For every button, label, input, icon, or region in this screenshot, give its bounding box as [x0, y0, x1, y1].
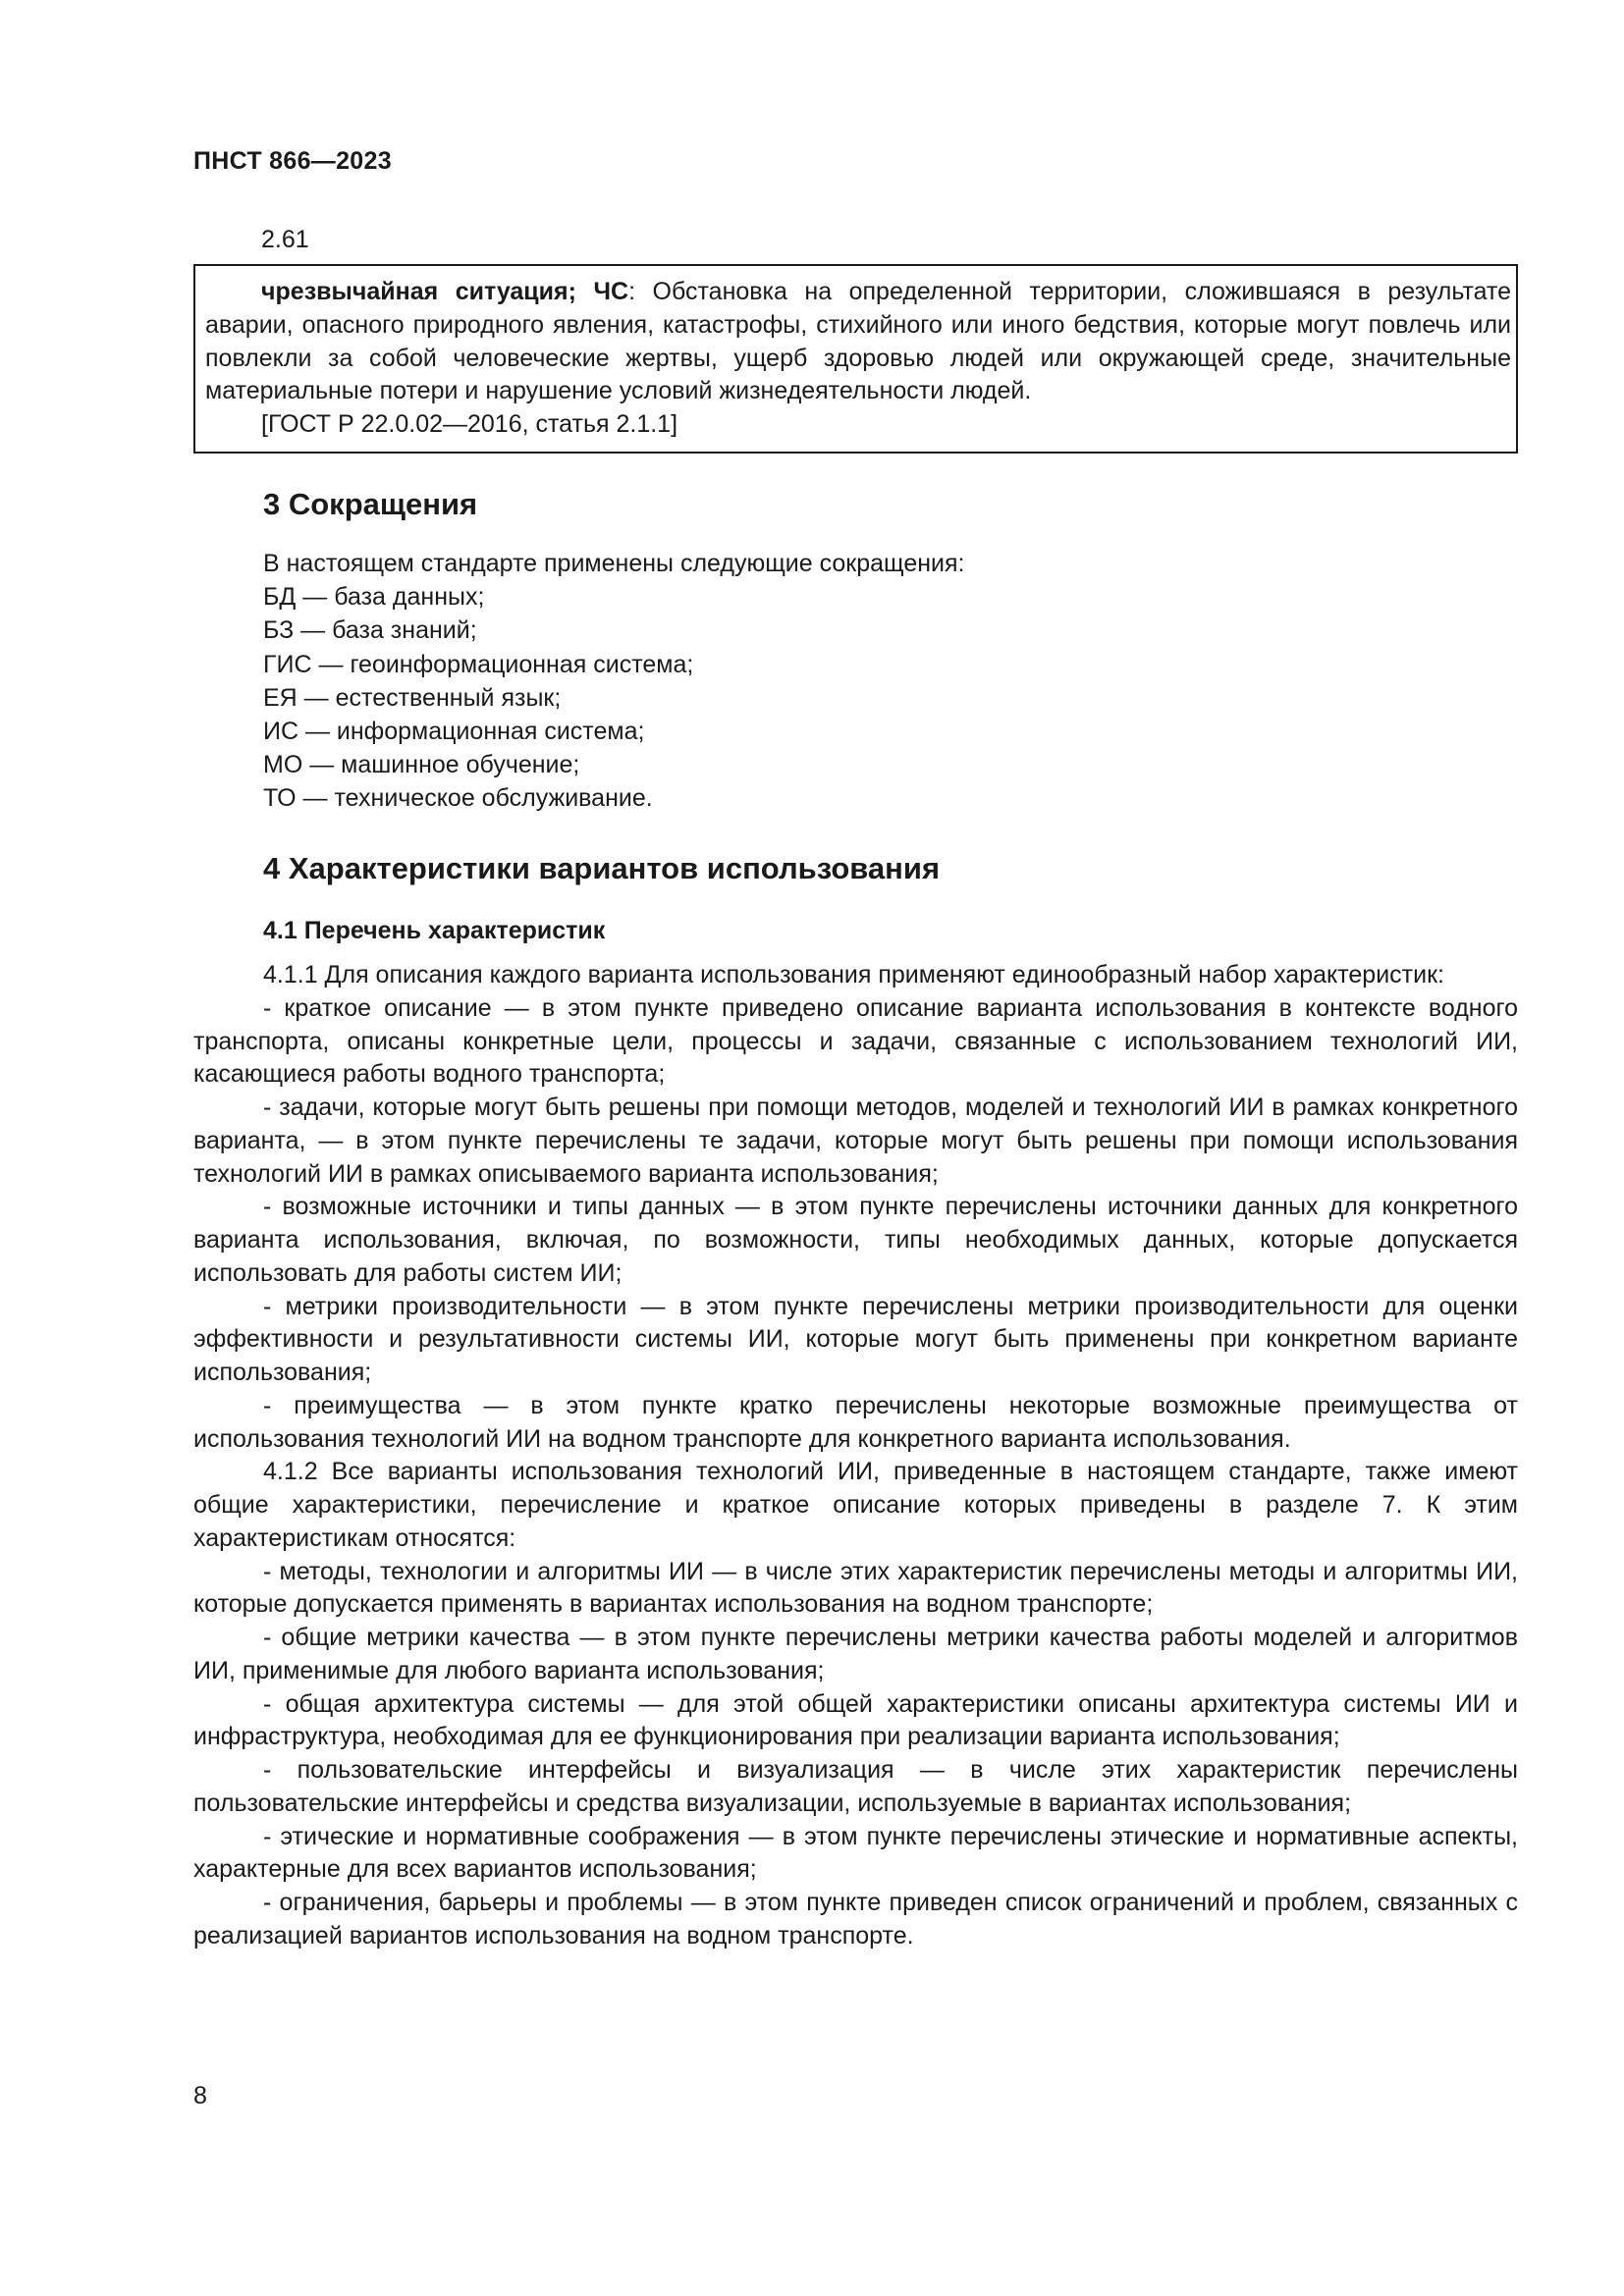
subsection-4-1-title: 4.1 Перечень характеристик [263, 917, 606, 944]
term-definition [205, 276, 1511, 408]
abbreviation-item: ЕЯ — естественный язык; [263, 683, 562, 712]
abbreviation-item: БД — база данных; [263, 583, 485, 612]
list-item: - преимущества — в этом пункте кратко перечислены некоторые возможные преимущества от использования технологий ИИ на водном транспорте для конкретного варианта использования. [193, 1391, 1518, 1453]
list-item: - этические и нормативные соображения — в этом пункте перечислены этические и нормативные аспекты, характерные для всех вариантов использования; [193, 1822, 1518, 1884]
abbreviation-item: ТО — техническое обслуживание. [263, 784, 653, 813]
list-item: - метрики производительности — в этом пункте перечислены метрики производительности для оценки эффективности и результативности системы ИИ, которые могут быть применены при конкретном варианте использования; [193, 1292, 1518, 1386]
list-item: - общая архитектура системы — для этой общей характеристики описаны архитектура системы ИИ и инфраструктура, необходимая для ее функционирования при реализации варианта использования; [193, 1689, 1518, 1751]
abbreviation-intro: В настоящем стандарте применены следующие сокращения: [263, 550, 965, 577]
term-definition-text: : Обстановка на определенной территории, сложившаяся в результате аварии, опасного природного явления, катастрофы, стихийного или иного бедствия, которые могут повлечь или повлекли за собой человеческие жертвы, ущерб здоровью людей или окружающей среде, значительные материальные потери и нарушение условий жизнедеятельности людей. [205, 278, 1512, 405]
list-item: - пользовательские интерфейсы и визуализация — в числе этих характеристик перечислены пользовательские интерфейсы и средства визуализации, используемые в вариантах использования; [193, 1756, 1518, 1817]
term-name: чрезвычайная ситуация; ЧС [261, 278, 629, 305]
abbreviation-item: ИС — информационная система; [263, 718, 645, 746]
list-item: - методы, технологии и алгоритмы ИИ — в числе этих характеристик перечислены методы и алгоритмы ИИ, которые допускается применять в вариантах использования на водном транспорте; [193, 1557, 1518, 1619]
term-source: [ГОСТ Р 22.0.02—2016, статья 2.1.1] [261, 410, 678, 439]
list-item: - задачи, которые могут быть решены при помощи методов, моделей и технологий ИИ в рамках конкретного варианта, — в этом пункте перечислены те задачи, которые могут быть решены при помощи использования технологий ИИ в рамках описываемого варианта использования; [193, 1094, 1518, 1188]
list-item: - общие метрики качества — в этом пункте перечислены метрики качества работы моделей и алгоритмов ИИ, применимые для любого варианта использования; [193, 1624, 1518, 1684]
abbreviation-item: БЗ — база знаний; [263, 616, 477, 645]
list-item: - ограничения, барьеры и проблемы — в этом пункте приведен список ограничений и проблем, связанных с реализацией вариантов использования на водном транспорте. [193, 1889, 1518, 1949]
list-item: - возможные источники и типы данных — в этом пункте перечислены источники данных для конкретного варианта использования, включая, по возможности, типы необходимых данных, которые допускается использовать для работы систем ИИ; [193, 1193, 1518, 1287]
section-4-title: 4 Характеристики вариантов использования [263, 851, 941, 885]
paragraph: 4.1.2 Все варианты использования технологий ИИ, приведенные в настоящем стандарте, также имеют общие характеристики, перечисление и краткое описание которых приведены в разделе 7. К этим характеристикам относятся: [193, 1458, 1518, 1552]
term-definition-box [193, 264, 1518, 454]
page-number: 8 [193, 2082, 207, 2109]
section-3-title: 3 Сокращения [263, 487, 478, 521]
abbreviation-list [263, 547, 964, 816]
abbreviation-item: МО — машинное обучение; [263, 751, 580, 779]
paragraph: 4.1.1 Для описания каждого варианта использования применяют единообразный набор характеристик: [263, 961, 1444, 988]
term-number: 2.61 [261, 226, 309, 253]
list-item: - краткое описание — в этом пункте приведено описание варианта использования в контексте водного транспорта, описаны конкретные цели, процессы и задачи, связанные с использованием технологий ИИ, касающиеся работы водного транспорта; [193, 993, 1518, 1089]
document-code-header: ПНСТ 866—2023 [193, 147, 392, 175]
abbreviation-item: ГИС — геоинформационная система; [263, 650, 694, 678]
section-4-body [193, 959, 1518, 1953]
